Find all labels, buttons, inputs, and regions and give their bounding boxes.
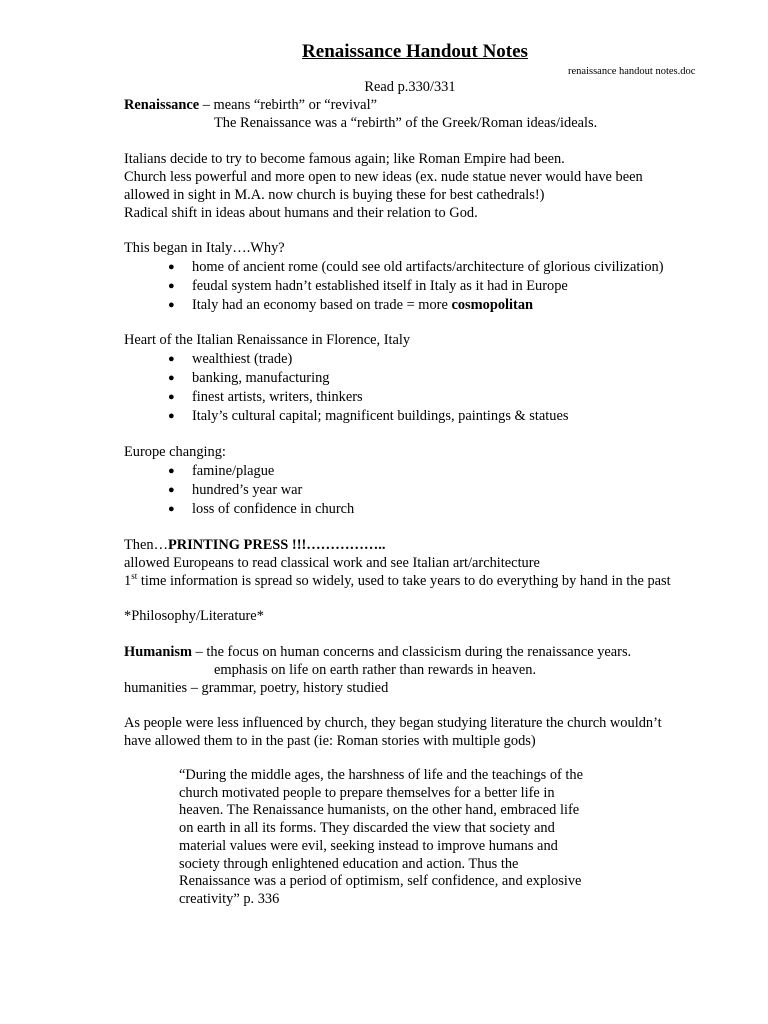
renaissance-subdefinition: The Renaissance was a “rebirth” of the Greek/Roman ideas/ideals. — [214, 115, 598, 131]
list-item — [168, 388, 363, 406]
press-num: 1 — [124, 573, 132, 589]
list-item — [168, 258, 664, 276]
quote-line: material values were evil, seeking instead to improve humans and — [179, 837, 558, 854]
humanism-definition — [124, 643, 631, 661]
bullet-text: hundred’s year war — [192, 482, 303, 498]
press-bold: PRINTING PRESS !!!…………….. — [167, 537, 386, 553]
bullet-text: Italy had an economy based on trade = more — [192, 297, 452, 313]
bullet-text: feudal system hadn’t established itself in Italy as it had in Europe — [192, 278, 568, 294]
bullet-text: banking, manufacturing — [192, 370, 330, 386]
press-pre: Then… — [124, 537, 168, 553]
printing-press-line — [124, 536, 385, 554]
press-rest: time information is spread so widely, used to take years to do everything by hand in the past — [137, 573, 671, 589]
filename-label: renaissance handout notes.doc — [568, 66, 696, 77]
bullet-icon: ● — [168, 484, 175, 496]
list-item — [168, 481, 302, 499]
people-line-1: As people were less influenced by church, they began studying literature the church wouldn’t — [124, 715, 662, 731]
quote-line: creativity” p. 336 — [179, 890, 280, 907]
list-item — [168, 462, 274, 480]
bullet-icon: ● — [168, 299, 175, 311]
bullet-text: loss of confidence in church — [192, 501, 355, 517]
bullet-icon: ● — [168, 503, 175, 515]
bullet-icon: ● — [168, 410, 175, 422]
press-line-3 — [124, 572, 671, 590]
italy-question: This began in Italy….Why? — [124, 240, 285, 256]
list-item — [168, 277, 568, 295]
list-item — [168, 500, 354, 518]
bullet-text: home of ancient rome (could see old artifacts/architecture of glorious civilization) — [192, 259, 664, 275]
quote-line: on earth in all its forms. They discarded the view that society and — [179, 820, 555, 837]
italians-line-3: allowed in sight in M.A. now church is buying these for best cathedrals!) — [124, 187, 545, 203]
humanism-subdefinition: emphasis on life on earth rather than rewards in heaven. — [214, 662, 537, 678]
list-item — [168, 407, 568, 425]
press-sup: st — [131, 571, 138, 581]
bullet-icon: ● — [168, 261, 175, 273]
quote-line: “During the middle ages, the harshness of life and the teachings of the — [179, 767, 584, 783]
renaissance-def: – means “rebirth” or “revival” — [199, 97, 377, 113]
quote-line: church motivated people to prepare themselves for a better life in — [179, 784, 555, 801]
press-line-2: allowed Europeans to read classical work and see Italian art/architecture — [124, 555, 540, 571]
humanities-line: humanities – grammar, poetry, history studied — [124, 680, 389, 696]
bullet-icon: ● — [168, 391, 175, 403]
people-line-2: have allowed them to in the past (ie: Roman stories with multiple gods) — [124, 733, 536, 749]
bullet-bold-text: cosmopolitan — [451, 297, 534, 313]
bullet-text: wealthiest (trade) — [192, 351, 293, 367]
italians-line-1: Italians decide to try to become famous again; like Roman Empire had been. — [124, 151, 565, 167]
philosophy-heading: *Philosophy/Literature* — [124, 608, 264, 624]
florence-heading: Heart of the Italian Renaissance in Florence, Italy — [124, 332, 411, 348]
bullet-text: finest artists, writers, thinkers — [192, 389, 363, 405]
humanism-def: – the focus on human concerns and classicism during the renaissance years. — [191, 644, 632, 660]
bullet-text: famine/plague — [192, 463, 275, 479]
quote-line: heaven. The Renaissance humanists, on the other hand, embraced life — [179, 802, 580, 819]
bullet-icon: ● — [168, 372, 175, 384]
renaissance-term: Renaissance — [124, 97, 200, 113]
renaissance-definition — [124, 96, 377, 114]
italians-line-2: Church less powerful and more open to new ideas (ex. nude statue never would have been — [124, 169, 643, 185]
italians-line-4: Radical shift in ideas about humans and their relation to God. — [124, 205, 478, 221]
list-item — [168, 296, 533, 314]
quote-line: society through enlightened education and action. Thus the — [179, 855, 519, 872]
blockquote — [179, 767, 619, 909]
list-item — [168, 369, 329, 387]
list-item — [168, 350, 292, 368]
bullet-icon: ● — [168, 465, 175, 477]
quote-line: Renaissance was a period of optimism, self confidence, and explosive — [179, 873, 582, 890]
reading-assignment: Read p.330/331 — [364, 79, 456, 95]
bullet-icon: ● — [168, 280, 175, 292]
europe-heading: Europe changing: — [124, 444, 226, 460]
humanism-term: Humanism — [124, 644, 192, 660]
page-title: Renaissance Handout Notes — [302, 41, 528, 62]
bullet-text: Italy’s cultural capital; magnificent buildings, paintings & statues — [192, 408, 569, 424]
bullet-icon: ● — [168, 353, 175, 365]
